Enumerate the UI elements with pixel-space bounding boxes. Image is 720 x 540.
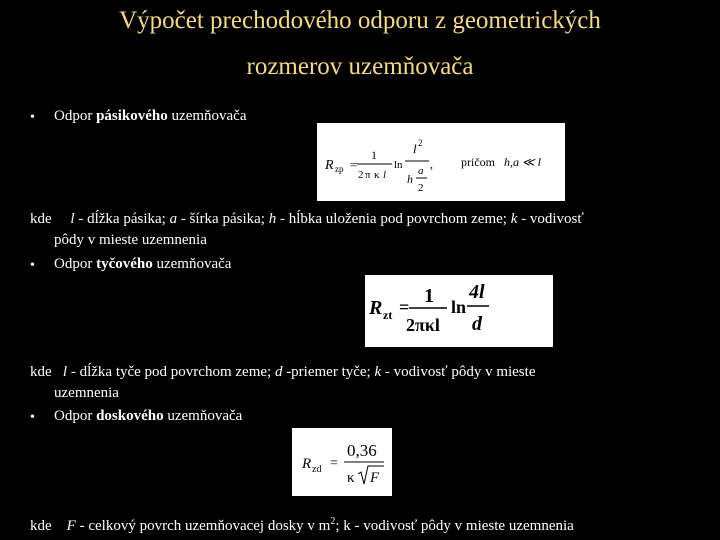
title-line-2: rozmerov uzemňovača (246, 53, 474, 80)
formula-rod-svg (365, 275, 553, 347)
formula-lhs-sub: zp (335, 164, 344, 174)
bullet-1: • (30, 110, 35, 125)
svg-text:R: R (369, 297, 383, 319)
svg-text:zd: zd (312, 464, 322, 475)
svg-text:R: R (302, 456, 312, 472)
section-heading-strip: Odpor pásikového uzemňovača (54, 108, 247, 124)
section-heading-rod: Odpor tyčového uzemňovača (54, 256, 232, 272)
note-plate-line-1: kde F - celkový povrch uzemňovacej dosky v $m^2$; k - vodivosť pôdy v mieste uzemnenia (30, 516, 574, 534)
bullet-2: • (30, 258, 35, 273)
svg-text:0,36: 0,36 (347, 441, 377, 460)
svg-text:1: 1 (424, 285, 434, 307)
svg-text:d: d (472, 313, 482, 335)
svg-text:h: h (407, 172, 413, 186)
svg-text:2πκl: 2πκl (406, 315, 440, 335)
svg-text:F: F (370, 470, 380, 486)
formula-num: 1 (371, 148, 377, 162)
svg-text:=: = (330, 456, 338, 471)
svg-text:κ: κ (347, 470, 355, 486)
formula-lhs: R (325, 158, 334, 173)
svg-text:=: = (350, 157, 358, 172)
svg-text:4l: 4l (469, 281, 485, 303)
formula-plate-svg (292, 428, 392, 496)
title-line-1: Výpočet prechodového odporu z geometrických (119, 7, 601, 34)
svg-text:,: , (430, 157, 433, 171)
svg-text:zt: zt (383, 308, 393, 322)
svg-text:a: a (418, 165, 424, 177)
note-rod-line-1: kde l - dĺžka tyče pod povrchom zeme; d -priemer tyče; k - vodivosť pôdy v mieste (30, 364, 536, 380)
formula-ln: ln (394, 159, 403, 171)
svg-text:ln: ln (451, 297, 467, 317)
svg-text:2: 2 (418, 138, 423, 148)
formula-condition-expr: h,a ≪ l (504, 155, 541, 169)
svg-text:l: l (383, 169, 387, 181)
note-strip-line-1: kde l - dĺžka pásika; a - šírka pásika; h - hĺbka uloženia pod povrchom zeme; k - vodivosť (30, 211, 584, 227)
svg-text:=: = (399, 297, 410, 317)
svg-text:l: l (413, 141, 417, 156)
formula-strip (317, 123, 565, 201)
svg-text:κ: κ (374, 169, 380, 181)
formula-plate (292, 428, 392, 496)
formula-condition-label: pričom (461, 155, 495, 169)
section-heading-plate: Odpor doskového uzemňovača (54, 408, 243, 424)
svg-text:2: 2 (358, 169, 364, 181)
bullet-3: • (30, 410, 35, 425)
formula-rod (365, 275, 553, 347)
note-rod-line-2: uzemnenia (54, 385, 119, 401)
svg-text:π: π (365, 169, 371, 181)
svg-text:2: 2 (418, 182, 424, 194)
note-strip-line-2: pôdy v mieste uzemnenia (54, 232, 207, 248)
formula-strip-svg (317, 123, 565, 201)
